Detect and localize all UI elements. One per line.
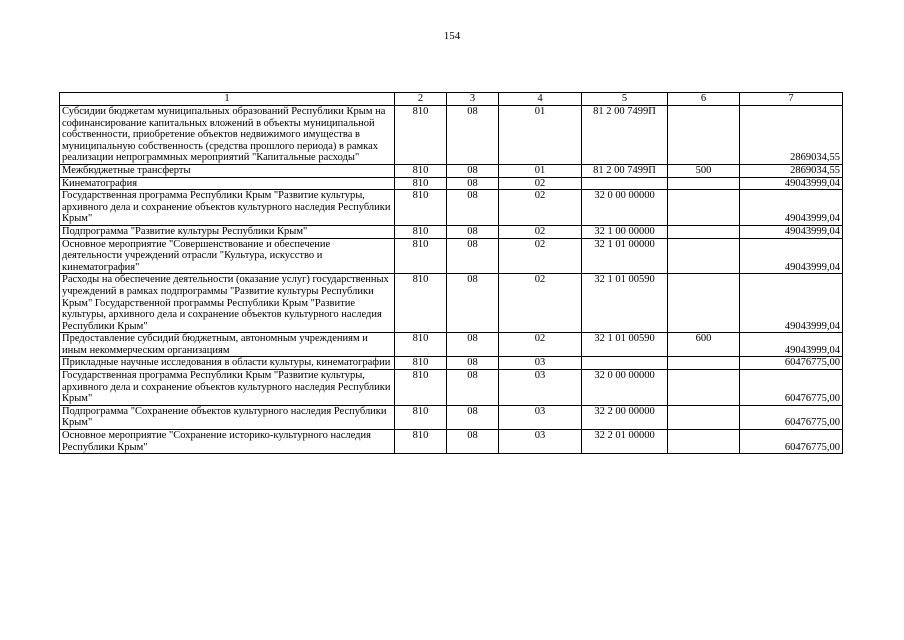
- header-cell-2: 2: [395, 93, 447, 106]
- table-row: [60, 357, 843, 370]
- budget-table-body: [60, 93, 843, 454]
- row-amount: 60476775,00: [740, 357, 843, 370]
- budget-table: [59, 92, 843, 454]
- row-amount: 60476775,00: [740, 430, 843, 454]
- row-code-3: 08: [447, 190, 499, 226]
- header-cell-5: 5: [582, 93, 668, 106]
- row-amount: 49043999,04: [740, 274, 843, 333]
- row-code-3: 08: [447, 164, 499, 177]
- row-name: Государственная программа Республики Крым "Развитие культуры, архивного дела и сохранение объектов культурного наследия Республики Крым": [60, 370, 395, 406]
- table-row: [60, 164, 843, 177]
- row-code-2: 810: [395, 430, 447, 454]
- row-code-4: 03: [499, 430, 582, 454]
- table-row: [60, 225, 843, 238]
- row-code-6: [668, 225, 740, 238]
- row-amount: 2869034,55: [740, 164, 843, 177]
- header-row: [60, 93, 843, 106]
- row-code-4: 02: [499, 190, 582, 226]
- header-cell-6: 6: [668, 93, 740, 106]
- table-row: [60, 370, 843, 406]
- row-amount: 49043999,04: [740, 238, 843, 274]
- table-row: [60, 177, 843, 190]
- row-code-3: 08: [447, 225, 499, 238]
- row-code-3: 08: [447, 405, 499, 429]
- row-name: Расходы на обеспечение деятельности (оказание услуг) государственных учреждений в рамках подпрограммы "Развитие культуры Республики Крым" Государственной программы Республики Крым "Развитие культуры, архивного дела и сохранение объектов культурного наследия Республики Крым": [60, 274, 395, 333]
- row-name: Предоставление субсидий бюджетным, автономным учреждениям и иным некоммерческим организациям: [60, 333, 395, 357]
- row-code-5: 32 1 01 00000: [582, 238, 668, 274]
- row-amount: 49043999,04: [740, 225, 843, 238]
- row-code-2: 810: [395, 225, 447, 238]
- row-code-6: [668, 238, 740, 274]
- header-cell-4: 4: [499, 93, 582, 106]
- row-code-4: 03: [499, 357, 582, 370]
- row-code-4: 02: [499, 177, 582, 190]
- row-code-4: 02: [499, 333, 582, 357]
- row-code-2: 810: [395, 164, 447, 177]
- row-code-3: 08: [447, 177, 499, 190]
- table-row: [60, 238, 843, 274]
- row-code-5: 81 2 00 7499П: [582, 106, 668, 165]
- row-code-3: 08: [447, 333, 499, 357]
- row-name: Прикладные научные исследования в области культуры, кинематографии: [60, 357, 395, 370]
- row-code-5: 32 1 01 00590: [582, 274, 668, 333]
- header-cell-3: 3: [447, 93, 499, 106]
- row-code-4: 02: [499, 238, 582, 274]
- header-cell-1: 1: [60, 93, 395, 106]
- row-code-5: 32 0 00 00000: [582, 190, 668, 226]
- row-name: Государственная программа Республики Крым "Развитие культуры, архивного дела и сохранение объектов культурного наследия Республики Крым": [60, 190, 395, 226]
- row-code-3: 08: [447, 357, 499, 370]
- row-code-5: [582, 177, 668, 190]
- row-code-5: 32 1 00 00000: [582, 225, 668, 238]
- page-number: 154: [443, 30, 461, 42]
- row-code-6: 600: [668, 333, 740, 357]
- row-name: Межбюджетные трансферты: [60, 164, 395, 177]
- row-code-2: 810: [395, 190, 447, 226]
- row-code-3: 08: [447, 106, 499, 165]
- row-code-6: [668, 177, 740, 190]
- row-name: Основное мероприятие "Совершенствование и обеспечение деятельности учреждений отрасли "Культура, искусство и кинематография": [60, 238, 395, 274]
- row-name: Подпрограмма "Развитие культуры Республики Крым": [60, 225, 395, 238]
- row-code-4: 02: [499, 274, 582, 333]
- row-code-6: [668, 190, 740, 226]
- row-code-3: 08: [447, 370, 499, 406]
- row-name: Субсидии бюджетам муниципальных образований Республики Крым на софинансирование капитальных вложений в объекты муниципальной собственности, приобретение объектов недвижимого имущества в муниципальную собственность (средства прошлого периода) в рамках реализации непрограммных мероприятий "Капитальные расходы": [60, 106, 395, 165]
- row-code-6: [668, 370, 740, 406]
- row-code-4: 01: [499, 164, 582, 177]
- row-code-3: 08: [447, 274, 499, 333]
- row-amount: 2869034,55: [740, 106, 843, 165]
- table-row: [60, 430, 843, 454]
- row-code-2: 810: [395, 405, 447, 429]
- header-cell-7: 7: [740, 93, 843, 106]
- row-code-4: 02: [499, 225, 582, 238]
- row-code-4: 03: [499, 370, 582, 406]
- row-code-6: [668, 274, 740, 333]
- row-code-6: 500: [668, 164, 740, 177]
- row-code-5: 81 2 00 7499П: [582, 164, 668, 177]
- row-name: Кинематография: [60, 177, 395, 190]
- row-amount: 49043999,04: [740, 177, 843, 190]
- row-code-5: 32 2 00 00000: [582, 405, 668, 429]
- row-code-2: 810: [395, 357, 447, 370]
- row-code-5: 32 0 00 00000: [582, 370, 668, 406]
- row-name: Основное мероприятие "Сохранение историко-культурного наследия Республики Крым": [60, 430, 395, 454]
- row-code-2: 810: [395, 370, 447, 406]
- row-code-6: [668, 357, 740, 370]
- row-amount: 60476775,00: [740, 405, 843, 429]
- table-row: [60, 333, 843, 357]
- row-code-6: [668, 405, 740, 429]
- row-code-4: 01: [499, 106, 582, 165]
- row-code-2: 810: [395, 238, 447, 274]
- row-code-2: 810: [395, 274, 447, 333]
- table-row: [60, 405, 843, 429]
- row-code-2: 810: [395, 177, 447, 190]
- row-code-2: 810: [395, 333, 447, 357]
- table-row: [60, 106, 843, 165]
- row-code-6: [668, 430, 740, 454]
- row-code-5: 32 1 01 00590: [582, 333, 668, 357]
- row-amount: 49043999,04: [740, 190, 843, 226]
- row-name: Подпрограмма "Сохранение объектов культурного наследия Республики Крым": [60, 405, 395, 429]
- row-code-4: 03: [499, 405, 582, 429]
- row-code-3: 08: [447, 430, 499, 454]
- table-row: [60, 274, 843, 333]
- row-amount: 60476775,00: [740, 370, 843, 406]
- table-row: [60, 190, 843, 226]
- row-code-6: [668, 106, 740, 165]
- row-code-5: [582, 357, 668, 370]
- row-code-3: 08: [447, 238, 499, 274]
- row-code-2: 810: [395, 106, 447, 165]
- row-code-5: 32 2 01 00000: [582, 430, 668, 454]
- row-amount: 49043999,04: [740, 333, 843, 357]
